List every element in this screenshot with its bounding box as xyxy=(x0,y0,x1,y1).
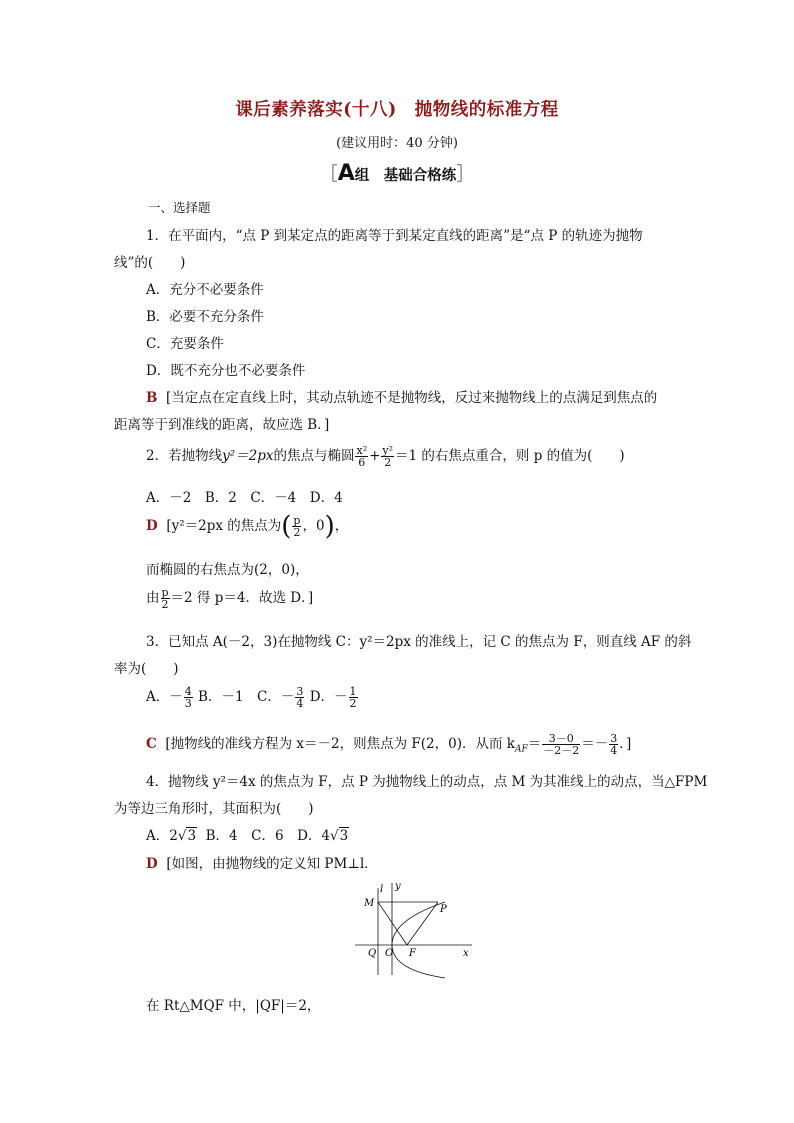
q3-opt-b: B．－1 C．－ xyxy=(198,689,295,705)
q2-stem: 2．若抛物线y²＝2px的焦点与椭圆 $\frac{\text{x²}}{6}$ + $\frac{\text{y²}}{2}$ ＝1 的右焦点重合，则 p 的值为( ) xyxy=(146,444,625,469)
q4-opt-rest: B．4 C．6 D．4 xyxy=(205,828,330,844)
q3-opt-a: A．－ xyxy=(146,689,183,705)
parabola-figure xyxy=(350,880,480,980)
label-x: x xyxy=(463,948,469,959)
q2-frac-y: $\frac{\text{y²}}{2}$ xyxy=(382,444,394,469)
q4-line1: 4．抛物线 y²＝4x 的焦点为 F，点 P 为抛物线上的动点，点 M 为其准线上的动点，当△FPM xyxy=(146,774,708,790)
q4-opt-a-radicand: 3 xyxy=(187,828,197,844)
q3-answer-eq2: ＝－ xyxy=(581,736,609,752)
q3-opt-d-frac: $\frac{1}{2}$ xyxy=(349,685,357,710)
q1-line2: 线”的( ) xyxy=(114,255,186,271)
q4-line2: 为等边三角形时，其面积为( ) xyxy=(114,801,314,817)
q3-answer-text: [抛物线的准线方程为 x＝－2，则焦点为 F(2，0)．从而 k xyxy=(165,736,515,752)
page-title: 课后素养落实(十八) 抛物线的标准方程 xyxy=(235,100,559,120)
q2-answer-text: [y²＝2px 的焦点为 xyxy=(166,518,282,534)
label-o: O xyxy=(385,948,394,959)
q4-answer xyxy=(146,852,378,872)
q1-answer-line1: [当定点在定直线上时，其动点轨迹不是抛物线，反过来抛物线上的点满足到焦点的 xyxy=(166,390,658,406)
label-p: P xyxy=(440,904,447,915)
suggested-time: (建议用时：40 分钟) xyxy=(336,136,458,151)
segment-pf xyxy=(407,902,438,945)
label-y: y xyxy=(395,881,401,892)
q4-opt-a: A．2 xyxy=(146,828,178,844)
q4-tail: 在 Rt△MQF 中，|QF|＝2， xyxy=(146,998,321,1014)
q4-answer-text: [如图，由抛物线的定义知 PM⊥l． xyxy=(166,856,378,872)
q2-line3-frac: $\frac{p}{2}$ xyxy=(161,586,169,611)
q2-line3-prefix: 由 xyxy=(146,590,160,606)
q3-answer-sub: AF xyxy=(514,744,528,755)
section-heading: 一、选择题 xyxy=(148,200,211,215)
q2-answer-text-c: ， xyxy=(334,518,349,534)
parabola-curve xyxy=(392,902,445,978)
q2-options: A．－2 B．2 C．－4 D．4 xyxy=(146,490,343,506)
q4-opt-d-radicand: 3 xyxy=(339,828,349,844)
q1-option-c: C．充要条件 xyxy=(146,336,224,352)
q2-answer-text-b: ，0 xyxy=(302,518,325,534)
label-m: M xyxy=(364,898,375,909)
q3-opt-a-frac: $\frac{4}{3}$ xyxy=(184,685,192,710)
q2-line3-suffix: ＝2 得 p＝4．故选 D．] xyxy=(170,590,314,606)
q2-frac-x: $\frac{\text{x²}}{6}$ xyxy=(356,444,368,469)
q2-answer-line3 xyxy=(146,586,313,610)
q3-opt-d: D．－ xyxy=(309,689,348,705)
label-f: F xyxy=(409,948,416,959)
group-label: 组 基础合格练 xyxy=(354,167,457,184)
group-letter: A xyxy=(337,161,355,186)
label-l: l xyxy=(380,884,384,895)
q1-option-a: A．充分不必要条件 xyxy=(146,282,264,298)
q3-answer-letter: C xyxy=(146,736,157,752)
q1-answer-letter: B xyxy=(146,390,158,406)
q3-answer-frac2: $\frac{3}{4}$ xyxy=(610,732,618,757)
q3-answer-frac1: $\frac{3-0}{-2-2}$ xyxy=(543,732,580,757)
q3-answer-eq: ＝ xyxy=(527,736,542,752)
q2-answer: D [y²＝2px 的焦点为( $\frac{p}{2}$ ，0)， xyxy=(146,511,349,542)
q4-options: A．2√3 B．4 C．6 D．4√3 xyxy=(146,828,349,844)
q1-answer-line2: 距离等于到准线的距离，故应选 B．] xyxy=(114,417,330,433)
q3-options xyxy=(146,685,359,709)
label-q: Q xyxy=(368,948,377,959)
q3-opt-c-frac: $\frac{3}{4}$ xyxy=(296,685,304,710)
q3-answer xyxy=(146,732,631,756)
q1-answer xyxy=(146,386,657,406)
q2-mid: 的焦点与椭圆 xyxy=(273,448,355,464)
q4-answer-letter: D xyxy=(146,856,158,872)
group-heading: ［A组 基础合格练］ xyxy=(319,161,475,186)
q3-answer-end: ．] xyxy=(619,736,632,752)
q2-prefix: 2．若抛物线 xyxy=(146,448,223,464)
q2-answer-letter: D xyxy=(146,518,158,534)
q3-line1: 3．已知点 A(－2，3)在抛物线 C：y²＝2px 的准线上，记 C 的焦点为 F，则直线 AF 的斜 xyxy=(146,634,692,650)
q1-option-d: D．既不充分也不必要条件 xyxy=(146,363,306,379)
q1-option-b: B．必要不充分条件 xyxy=(146,309,264,325)
q2-answer-frac: $\frac{p}{2}$ xyxy=(293,514,301,539)
q2-parabola-eq: y²＝2px xyxy=(222,448,274,464)
q3-line2: 率为( ) xyxy=(114,661,179,677)
q2-answer-line2: 而椭圆的右焦点为(2，0)， xyxy=(146,562,309,578)
q1-line1: 1．在平面内，“点 P 到某定点的距离等于到某定直线的距离”是“点 P 的轨迹为抛物 xyxy=(146,228,643,244)
q2-suffix: ＝1 的右焦点重合，则 p 的值为( ) xyxy=(395,448,625,464)
